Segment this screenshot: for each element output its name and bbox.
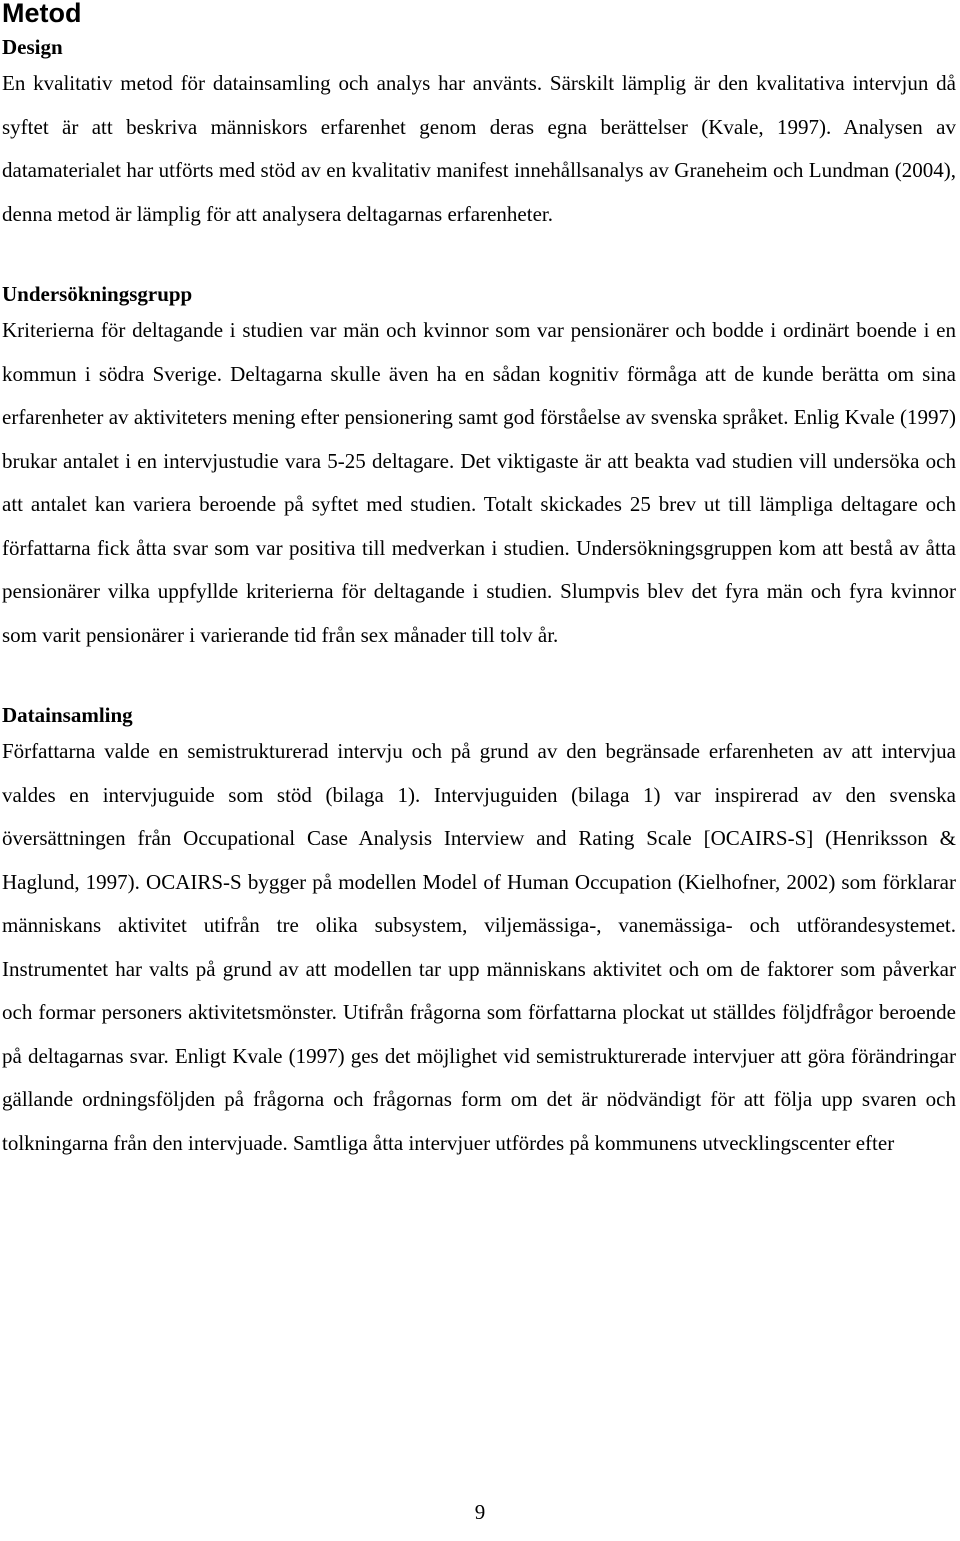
section-spacer bbox=[2, 657, 956, 700]
page-number: 9 bbox=[474, 1500, 486, 1524]
section-heading-design: Design bbox=[2, 35, 63, 59]
section-body-design: En kvalitativ metod för datainsamling och analys har använts. Särskilt lämplig är den kvalitativa intervjun då syftet är att beskriva människors erfarenhet genom deras egna berättelser (Kvale, 1997). Analysen av datamaterialet har utförts med stöd av en kvalitativ manifest innehållsanalys av Graneheim och Lundman (2004), denna metod är lämplig för att analysera deltagarnas erfarenheter. bbox=[2, 71, 956, 226]
section-heading-datainsamling: Datainsamling bbox=[2, 703, 133, 727]
chapter-title: Metod bbox=[2, 0, 82, 28]
section-body-datainsamling: Författarna valde en semistrukturerad intervju och på grund av den begränsade erfarenheten av att intervjua valdes en intervjuguide som stöd (bilaga 1). Intervjuguiden (bilaga 1) var inspirerad av den svenska översättningen från Occupational Case Analysis Interview and Rating Scale [OCAIRS-S] (Henriksson & Haglund, 1997). OCAIRS-S bygger på modellen Model of Human Occupation (Kielhofner, 2002) som förklarar människans aktivitet utifrån tre olika subsystem, viljemässiga-, vanemässiga- och utförandesystemet. Instrumentet har valts på grund av att modellen tar upp människans aktivitet och om de faktorer som påverkar och formar personers aktivitetsmönster. Utifrån frågorna som författarna plockat ut ställdes följdfrågor beroende på deltagarnas svar. Enligt Kvale (1997) ges det möjlighet vid semistrukturerade intervjuer att göra förändringar gällande ordningsföljden på frågorna och frågornas form om det är nödvändigt för att följa upp svaren och tolkningarna från den intervjuade. Samtliga åtta intervjuer utfördes på kommunens utvecklingscenter efter bbox=[2, 739, 956, 1155]
section-design bbox=[2, 32, 956, 236]
document-page bbox=[2, 0, 956, 1165]
section-heading-undersokningsgrupp: Undersökningsgrupp bbox=[2, 282, 193, 306]
section-undersokningsgrupp bbox=[2, 279, 956, 657]
section-body-undersokningsgrupp: Kriterierna för deltagande i studien var män och kvinnor som var pensionärer och bodde i ordinärt boende i en kommun i södra Sverige. Deltagarna skulle även ha en sådan kognitiv förmåga att de kunde berätta om sina erfarenheter av aktiviteters mening efter pensionering samt god förståelse av svenska språket. Enlig Kvale (1997) brukar antalet i en intervjustudie vara 5-25 deltagare. Det viktigaste är att beakta vad studien vill undersöka och att antalet kan variera beroende på syftet med studien. Totalt skickades 25 brev ut till lämpliga deltagare och författarna fick åtta svar som var positiva till medverkan i studien. Undersökningsgruppen kom att bestå av åtta pensionärer vilka uppfyllde kriterierna för deltagande i studien. Slumpvis blev det fyra män och fyra kvinnor som varit pensionärer i varierande tid från sex månader till tolv år. bbox=[2, 318, 956, 647]
section-spacer bbox=[2, 236, 956, 279]
section-datainsamling bbox=[2, 700, 956, 1165]
